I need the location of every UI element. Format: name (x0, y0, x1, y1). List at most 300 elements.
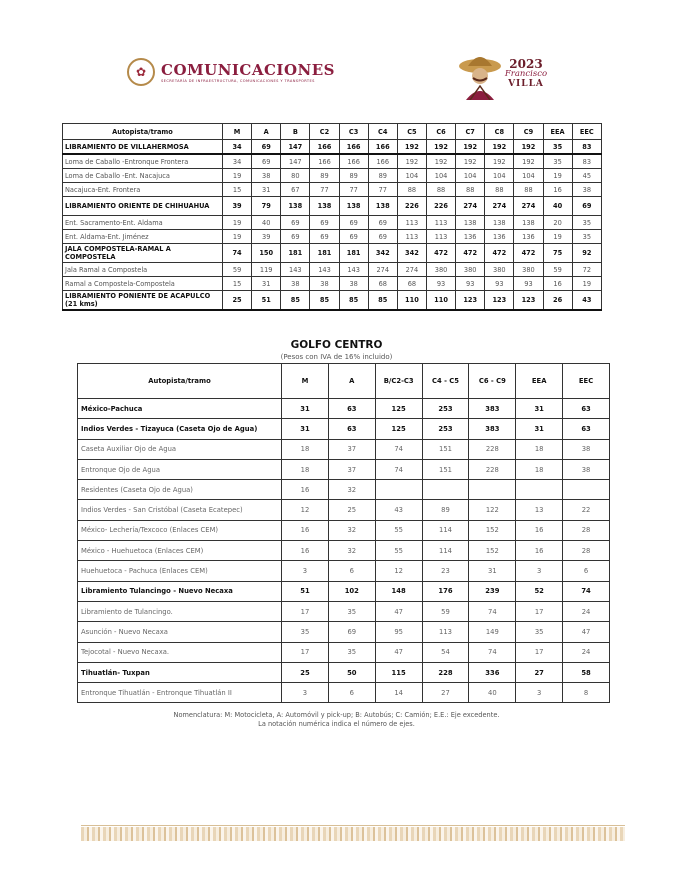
route-name-cell: LIBRAMIENTO ORIENTE DE CHIHUAHUA (63, 197, 223, 216)
route-name-cell: Tihuatlán- Tuxpan (78, 662, 282, 682)
toll-value-cell: 88 (485, 183, 514, 197)
toll-value-cell: 15 (223, 183, 252, 197)
toll-value-cell: 192 (485, 140, 514, 155)
toll-value-cell: 72 (572, 263, 601, 277)
column-header: C4 - C5 (422, 364, 469, 399)
toll-value-cell: 85 (310, 291, 339, 311)
toll-value-cell: 151 (422, 459, 469, 479)
toll-value-cell: 166 (339, 140, 368, 155)
route-name-cell: Libramiento de Tulancingo. (78, 601, 282, 621)
toll-value-cell: 77 (310, 183, 339, 197)
toll-value-cell: 38 (563, 439, 610, 459)
toll-value-cell: 16 (282, 520, 329, 540)
toll-value-cell: 12 (282, 500, 329, 520)
column-header: B (281, 124, 310, 140)
table-row (78, 642, 610, 662)
toll-value-cell: 6 (328, 561, 375, 581)
logo-year: 2023 (509, 57, 543, 71)
route-name-cell: Jala Ramal a Compostela (63, 263, 223, 277)
toll-value-cell: 93 (426, 277, 455, 291)
toll-value-cell: 25 (328, 500, 375, 520)
toll-value-cell: 74 (563, 581, 610, 601)
toll-value-cell: 95 (375, 622, 422, 642)
toll-value-cell: 38 (310, 277, 339, 291)
toll-value-cell: 113 (397, 216, 426, 230)
column-header: A (252, 124, 281, 140)
toll-value-cell: 55 (375, 541, 422, 561)
toll-value-cell: 31 (282, 419, 329, 439)
toll-value-cell: 43 (375, 500, 422, 520)
logo-name: Francisco (504, 69, 548, 79)
toll-value-cell: 74 (223, 244, 252, 263)
toll-value-cell: 138 (514, 216, 543, 230)
toll-value-cell: 74 (375, 459, 422, 479)
column-header: EEA (543, 124, 572, 140)
toll-value-cell: 110 (426, 291, 455, 311)
toll-value-cell: 166 (368, 154, 397, 169)
toll-value-cell: 35 (543, 154, 572, 169)
section-title: GOLFO CENTRO (290, 339, 383, 351)
toll-value-cell: 151 (422, 439, 469, 459)
toll-value-cell: 23 (422, 561, 469, 581)
toll-value-cell: 123 (485, 291, 514, 311)
toll-value-cell: 8 (563, 683, 610, 703)
toll-value-cell: 88 (426, 183, 455, 197)
toll-value-cell: 472 (426, 244, 455, 263)
toll-value-cell: 34 (223, 140, 252, 155)
toll-value-cell: 19 (223, 216, 252, 230)
toll-value-cell: 119 (252, 263, 281, 277)
toll-value-cell: 16 (282, 480, 329, 500)
toll-value-cell: 79 (252, 197, 281, 216)
toll-value-cell: 192 (456, 154, 485, 169)
toll-value-cell: 54 (422, 642, 469, 662)
toll-value-cell: 6 (563, 561, 610, 581)
toll-value-cell: 192 (514, 140, 543, 155)
route-name-cell: Entronque Ojo de Agua (78, 459, 282, 479)
toll-value-cell: 69 (339, 216, 368, 230)
toll-value-cell (516, 480, 563, 500)
toll-value-cell: 125 (375, 399, 422, 419)
toll-value-cell: 226 (397, 197, 426, 216)
toll-value-cell: 3 (516, 561, 563, 581)
toll-value-cell: 31 (516, 399, 563, 419)
toll-value-cell: 63 (328, 399, 375, 419)
toll-value-cell: 35 (572, 216, 601, 230)
toll-value-cell: 192 (397, 140, 426, 155)
toll-value-cell: 114 (422, 520, 469, 540)
toll-value-cell: 138 (456, 216, 485, 230)
route-name-cell: Asunción - Nuevo Necaxa (78, 622, 282, 642)
toll-value-cell: 18 (516, 439, 563, 459)
route-name-cell: LIBRAMIENTO DE VILLAHERMOSA (63, 140, 223, 155)
table-row (63, 244, 602, 263)
toll-value-cell: 166 (310, 140, 339, 155)
toll-value-cell: 181 (339, 244, 368, 263)
toll-value-cell: 274 (368, 263, 397, 277)
toll-value-cell: 114 (422, 541, 469, 561)
toll-value-cell (469, 480, 516, 500)
toll-value-cell: 6 (328, 683, 375, 703)
toll-value-cell: 228 (469, 439, 516, 459)
table-row (78, 459, 610, 479)
toll-value-cell: 102 (328, 581, 375, 601)
toll-value-cell: 147 (281, 140, 310, 155)
column-header: C8 (485, 124, 514, 140)
toll-value-cell: 68 (397, 277, 426, 291)
toll-value-cell: 59 (223, 263, 252, 277)
column-header: C5 (397, 124, 426, 140)
column-header: EEC (563, 364, 610, 399)
toll-value-cell: 38 (563, 459, 610, 479)
route-name-cell: Entronque Tihuatlán - Entronque Tihuatlán II (78, 683, 282, 703)
toll-value-cell: 51 (252, 291, 281, 311)
toll-value-cell: 50 (328, 662, 375, 682)
toll-value-cell: 37 (328, 439, 375, 459)
toll-value-cell: 35 (543, 140, 572, 155)
tolls-table-1 (62, 123, 602, 311)
toll-value-cell: 113 (422, 622, 469, 642)
toll-value-cell (375, 480, 422, 500)
toll-value-cell: 18 (282, 459, 329, 479)
route-name-cell: Indios Verdes - San Cristóbal (Caseta Ecatepec) (78, 500, 282, 520)
toll-value-cell: 40 (469, 683, 516, 703)
column-header: C7 (456, 124, 485, 140)
toll-value-cell: 3 (282, 561, 329, 581)
toll-value-cell: 32 (328, 480, 375, 500)
table-row (78, 520, 610, 540)
toll-value-cell: 89 (422, 500, 469, 520)
toll-value-cell: 19 (223, 230, 252, 244)
route-name-cell: México- Lechería/Texcoco (Enlaces CEM) (78, 520, 282, 540)
toll-value-cell: 19 (223, 169, 252, 183)
toll-value-cell: 31 (282, 399, 329, 419)
table-row (63, 230, 602, 244)
toll-value-cell: 92 (572, 244, 601, 263)
toll-value-cell: 166 (339, 154, 368, 169)
toll-value-cell: 149 (469, 622, 516, 642)
footer-divider (81, 825, 625, 826)
toll-value-cell: 166 (310, 154, 339, 169)
toll-value-cell: 31 (469, 561, 516, 581)
toll-value-cell: 47 (375, 601, 422, 621)
toll-value-cell: 192 (485, 154, 514, 169)
toll-value-cell: 35 (282, 622, 329, 642)
toll-value-cell: 39 (252, 230, 281, 244)
toll-value-cell: 69 (339, 230, 368, 244)
table-row (78, 541, 610, 561)
toll-value-cell: 63 (563, 399, 610, 419)
toll-value-cell: 104 (456, 169, 485, 183)
toll-value-cell: 45 (572, 169, 601, 183)
route-name-cell: Ramal a Compostela-Compostela (63, 277, 223, 291)
toll-value-cell: 192 (397, 154, 426, 169)
table-header-row (63, 124, 602, 140)
toll-value-cell: 35 (572, 230, 601, 244)
table-header-row (78, 364, 610, 399)
toll-value-cell: 28 (563, 541, 610, 561)
toll-value-cell: 75 (543, 244, 572, 263)
toll-value-cell: 25 (223, 291, 252, 311)
toll-value-cell: 136 (514, 230, 543, 244)
toll-value-cell: 59 (543, 263, 572, 277)
toll-value-cell: 89 (310, 169, 339, 183)
route-name-cell: Tejocotal - Nuevo Necaxa. (78, 642, 282, 662)
toll-value-cell: 18 (282, 439, 329, 459)
toll-value-cell: 51 (282, 581, 329, 601)
table-row (63, 154, 602, 169)
toll-value-cell: 63 (328, 419, 375, 439)
table-row (63, 197, 602, 216)
toll-value-cell: 336 (469, 662, 516, 682)
toll-value-cell: 55 (375, 520, 422, 540)
toll-value-cell: 18 (516, 459, 563, 479)
toll-value-cell: 3 (282, 683, 329, 703)
logo-lastname: VILLA (508, 79, 544, 89)
route-name-cell: LIBRAMIENTO PONIENTE DE ACAPULCO (21 kms) (63, 291, 223, 311)
column-header: Autopista/tramo (78, 364, 282, 399)
toll-value-cell: 228 (469, 459, 516, 479)
column-header: EEA (516, 364, 563, 399)
toll-value-cell: 143 (339, 263, 368, 277)
toll-value-cell: 16 (516, 520, 563, 540)
toll-value-cell: 192 (514, 154, 543, 169)
toll-value-cell: 83 (572, 140, 601, 155)
toll-value-cell: 31 (252, 183, 281, 197)
toll-value-cell (563, 480, 610, 500)
toll-value-cell: 32 (328, 541, 375, 561)
toll-value-cell: 16 (516, 541, 563, 561)
toll-value-cell: 26 (543, 291, 572, 311)
table-row (78, 561, 610, 581)
table-row (78, 419, 610, 439)
toll-value-cell: 37 (328, 459, 375, 479)
table-row (78, 439, 610, 459)
column-header: B/C2-C3 (375, 364, 422, 399)
route-name-cell: Loma de Caballo -Ent. Nacajuca (63, 169, 223, 183)
toll-value-cell: 192 (456, 140, 485, 155)
toll-value-cell: 150 (252, 244, 281, 263)
toll-value-cell: 93 (485, 277, 514, 291)
toll-value-cell: 19 (572, 277, 601, 291)
toll-value-cell: 35 (328, 642, 375, 662)
table-row (63, 140, 602, 155)
table-row (78, 622, 610, 642)
route-name-cell: Indios Verdes - Tizayuca (Caseta Ojo de Agua) (78, 419, 282, 439)
toll-value-cell: 110 (397, 291, 426, 311)
toll-value-cell: 20 (543, 216, 572, 230)
toll-value-cell: 123 (514, 291, 543, 311)
table-row (78, 683, 610, 703)
toll-value-cell: 40 (252, 216, 281, 230)
table-row (63, 183, 602, 197)
toll-value-cell: 47 (375, 642, 422, 662)
toll-value-cell: 192 (426, 154, 455, 169)
toll-value-cell: 274 (485, 197, 514, 216)
toll-value-cell: 122 (469, 500, 516, 520)
table-row (78, 601, 610, 621)
toll-value-cell: 148 (375, 581, 422, 601)
table-row (78, 480, 610, 500)
toll-value-cell: 181 (281, 244, 310, 263)
toll-value-cell: 342 (397, 244, 426, 263)
villa-text (504, 58, 548, 89)
toll-value-cell: 380 (456, 263, 485, 277)
toll-value-cell: 380 (485, 263, 514, 277)
toll-value-cell: 19 (543, 230, 572, 244)
route-name-cell: Loma de Caballo -Entronque Frontera (63, 154, 223, 169)
toll-value-cell: 74 (469, 601, 516, 621)
toll-value-cell: 472 (456, 244, 485, 263)
nomenclature-note: Nomenclatura: M: Motocicleta, A: Automóvil y pick-up; B: Autobús; C: Camión; E.E.: Eje excedente. (173, 711, 500, 719)
national-seal-icon: ✿ (127, 58, 155, 86)
route-name-cell: México-Pachuca (78, 399, 282, 419)
toll-value-cell: 85 (368, 291, 397, 311)
toll-value-cell: 89 (368, 169, 397, 183)
toll-value-cell: 35 (328, 601, 375, 621)
toll-value-cell: 115 (375, 662, 422, 682)
column-header: C9 (514, 124, 543, 140)
toll-value-cell: 274 (397, 263, 426, 277)
brand-subtitle: SECRETARÍA DE INFRAESTRUCTURA, COMUNICACIONES Y TRANSPORTES (161, 78, 315, 83)
toll-value-cell: 138 (368, 197, 397, 216)
toll-value-cell: 43 (572, 291, 601, 311)
column-header: A (328, 364, 375, 399)
toll-value-cell: 69 (328, 622, 375, 642)
toll-value-cell: 63 (563, 419, 610, 439)
toll-value-cell: 38 (572, 183, 601, 197)
toll-value-cell: 138 (485, 216, 514, 230)
toll-value-cell: 27 (516, 662, 563, 682)
toll-value-cell: 27 (422, 683, 469, 703)
route-name-cell: Ent. Sacramento-Ent. Aldama (63, 216, 223, 230)
table-row (63, 169, 602, 183)
toll-value-cell: 380 (426, 263, 455, 277)
toll-value-cell: 85 (339, 291, 368, 311)
toll-value-cell: 69 (310, 230, 339, 244)
route-name-cell: Ent. Aldama-Ent. Jiménez (63, 230, 223, 244)
toll-value-cell: 472 (485, 244, 514, 263)
toll-value-cell: 104 (485, 169, 514, 183)
toll-value-cell: 383 (469, 399, 516, 419)
toll-value-cell: 47 (563, 622, 610, 642)
toll-value-cell: 58 (563, 662, 610, 682)
toll-value-cell: 69 (368, 230, 397, 244)
toll-value-cell: 192 (426, 140, 455, 155)
toll-value-cell: 152 (469, 520, 516, 540)
column-header: C3 (339, 124, 368, 140)
secretaria-logo (127, 58, 335, 86)
column-header: M (282, 364, 329, 399)
toll-value-cell: 113 (426, 216, 455, 230)
toll-value-cell: 52 (516, 581, 563, 601)
toll-value-cell: 253 (422, 399, 469, 419)
table-row (78, 399, 610, 419)
toll-value-cell: 17 (516, 601, 563, 621)
toll-value-cell: 13 (516, 500, 563, 520)
toll-value-cell: 88 (514, 183, 543, 197)
toll-value-cell: 136 (485, 230, 514, 244)
toll-value-cell: 274 (514, 197, 543, 216)
villa-portrait-icon (458, 54, 502, 100)
toll-value-cell: 80 (281, 169, 310, 183)
toll-value-cell: 24 (563, 642, 610, 662)
toll-value-cell: 17 (282, 601, 329, 621)
toll-value-cell: 143 (281, 263, 310, 277)
toll-value-cell: 69 (368, 216, 397, 230)
toll-value-cell: 28 (563, 520, 610, 540)
column-header: Autopista/tramo (63, 124, 223, 140)
toll-value-cell: 38 (281, 277, 310, 291)
section-subtitle: (Pesos con IVA de 16% incluido) (280, 353, 393, 361)
toll-value-cell: 32 (328, 520, 375, 540)
toll-value-cell (422, 480, 469, 500)
toll-value-cell: 143 (310, 263, 339, 277)
toll-value-cell: 74 (375, 439, 422, 459)
column-header: EEC (572, 124, 601, 140)
table-row (78, 581, 610, 601)
table-row (78, 500, 610, 520)
column-header: C2 (310, 124, 339, 140)
axes-note: La notación numérica indica el número de ejes. (258, 720, 415, 728)
route-name-cell: Caseta Auxiliar Ojo de Agua (78, 439, 282, 459)
toll-value-cell: 113 (426, 230, 455, 244)
table-row (63, 263, 602, 277)
toll-value-cell: 383 (469, 419, 516, 439)
toll-value-cell: 342 (368, 244, 397, 263)
toll-value-cell: 253 (422, 419, 469, 439)
toll-value-cell: 39 (223, 197, 252, 216)
toll-value-cell: 88 (397, 183, 426, 197)
toll-value-cell: 69 (310, 216, 339, 230)
toll-value-cell: 15 (223, 277, 252, 291)
toll-value-cell: 17 (516, 642, 563, 662)
toll-value-cell: 69 (572, 197, 601, 216)
route-name-cell: Residentes (Caseta Ojo de Agua) (78, 480, 282, 500)
toll-value-cell: 226 (426, 197, 455, 216)
toll-value-cell: 125 (375, 419, 422, 439)
toll-value-cell: 89 (339, 169, 368, 183)
toll-value-cell: 181 (310, 244, 339, 263)
toll-value-cell: 138 (310, 197, 339, 216)
route-name-cell: Nacajuca-Ent. Frontera (63, 183, 223, 197)
table-row (63, 277, 602, 291)
toll-value-cell: 25 (282, 662, 329, 682)
column-header: C6 - C9 (469, 364, 516, 399)
toll-value-cell: 19 (543, 169, 572, 183)
toll-value-cell: 93 (456, 277, 485, 291)
toll-value-cell: 85 (281, 291, 310, 311)
toll-value-cell: 38 (252, 169, 281, 183)
toll-value-cell: 12 (375, 561, 422, 581)
toll-value-cell: 31 (252, 277, 281, 291)
brand-title: COMUNICACIONES (161, 60, 335, 79)
toll-value-cell: 38 (339, 277, 368, 291)
toll-value-cell: 69 (252, 140, 281, 155)
toll-value-cell: 14 (375, 683, 422, 703)
toll-value-cell: 166 (368, 140, 397, 155)
toll-value-cell: 77 (339, 183, 368, 197)
toll-value-cell: 88 (456, 183, 485, 197)
toll-value-cell: 74 (469, 642, 516, 662)
toll-value-cell: 93 (514, 277, 543, 291)
toll-value-cell: 104 (397, 169, 426, 183)
column-header: C4 (368, 124, 397, 140)
toll-value-cell: 69 (281, 216, 310, 230)
toll-value-cell: 16 (543, 183, 572, 197)
toll-value-cell: 34 (223, 154, 252, 169)
toll-value-cell: 152 (469, 541, 516, 561)
